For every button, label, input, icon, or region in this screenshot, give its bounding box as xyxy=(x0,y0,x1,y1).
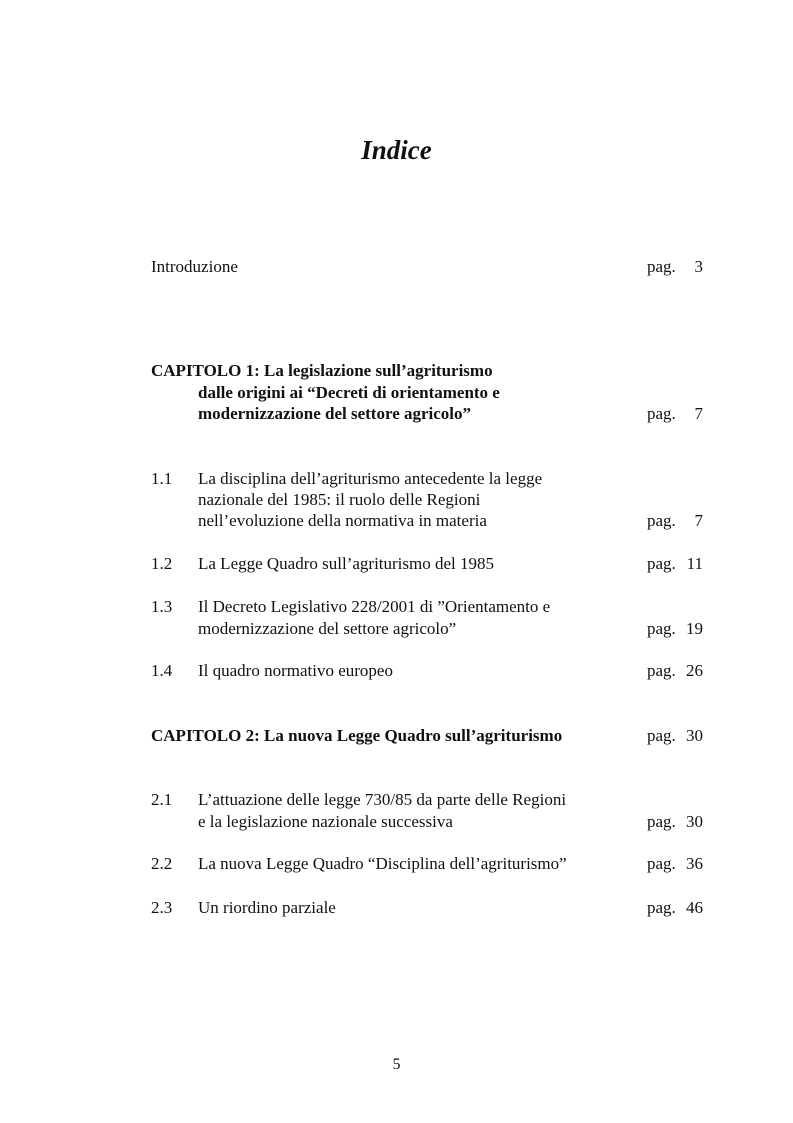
page-value: 26 xyxy=(686,661,703,680)
section-2-1-title[interactable]: L’attuazione delle legge 730/85 da parte delle Regioni xyxy=(198,790,567,809)
section-2-3-title[interactable]: Un riordino parziale xyxy=(198,898,336,917)
chapter-2-title[interactable]: CAPITOLO 2: La nuova Legge Quadro sull’agriturismo xyxy=(151,726,563,745)
page-value: 11 xyxy=(686,554,703,573)
section-number: 2.3 xyxy=(151,898,173,917)
page-value: 7 xyxy=(694,511,703,530)
chapter-1-title-line-3: modernizzazione del settore agricolo” xyxy=(198,404,472,423)
section-2-1-title-line-2: e la legislazione nazionale successiva xyxy=(198,812,453,831)
section-number: 1.2 xyxy=(151,554,173,573)
section-number: 1.1 xyxy=(151,469,173,488)
page-label: pag. xyxy=(647,726,676,745)
page-value: 3 xyxy=(694,257,703,276)
page-value: 19 xyxy=(686,619,703,638)
section-1-3-title[interactable]: Il Decreto Legislativo 228/2001 di ”Orientamento e xyxy=(198,597,551,616)
toc-entry-introduction[interactable]: Introduzione xyxy=(151,257,238,276)
page-label: pag. xyxy=(647,661,676,680)
chapter-1-title[interactable]: CAPITOLO 1: La legislazione sull’agriturismo xyxy=(151,361,493,380)
section-1-1-title-line-3: nell’evoluzione della normativa in materia xyxy=(198,511,487,530)
page-number: 5 xyxy=(392,1056,401,1073)
page-title: Indice xyxy=(361,135,432,165)
section-1-3-title-line-2: modernizzazione del settore agricolo” xyxy=(198,619,457,638)
page-value: 36 xyxy=(686,854,703,873)
page-value: 30 xyxy=(686,812,703,831)
page-value: 46 xyxy=(686,898,703,917)
section-1-1-title-line-2: nazionale del 1985: il ruolo delle Regioni xyxy=(198,490,481,509)
page-label: pag. xyxy=(647,404,676,423)
section-1-2-title[interactable]: La Legge Quadro sull’agriturismo del 1985 xyxy=(198,554,495,573)
section-number: 2.2 xyxy=(151,854,173,873)
section-number: 1.3 xyxy=(151,597,173,616)
section-1-4-title[interactable]: Il quadro normativo europeo xyxy=(198,661,393,680)
page-label: pag. xyxy=(647,257,676,276)
section-1-1-title[interactable]: La disciplina dell’agriturismo antecedente la legge xyxy=(198,469,543,488)
page-value: 7 xyxy=(694,404,703,423)
page-label: pag. xyxy=(647,898,676,917)
section-number: 1.4 xyxy=(151,661,173,680)
page-label: pag. xyxy=(647,812,676,831)
page-label: pag. xyxy=(647,554,676,573)
section-number: 2.1 xyxy=(151,790,173,809)
page-label: pag. xyxy=(647,854,676,873)
chapter-1-title-line-2: dalle origini ai “Decreti di orientamento e xyxy=(198,383,500,402)
page-label: pag. xyxy=(647,619,676,638)
page-value: 30 xyxy=(686,726,703,745)
section-2-2-title[interactable]: La nuova Legge Quadro “Disciplina dell’agriturismo” xyxy=(198,854,567,873)
page-label: pag. xyxy=(647,511,676,530)
